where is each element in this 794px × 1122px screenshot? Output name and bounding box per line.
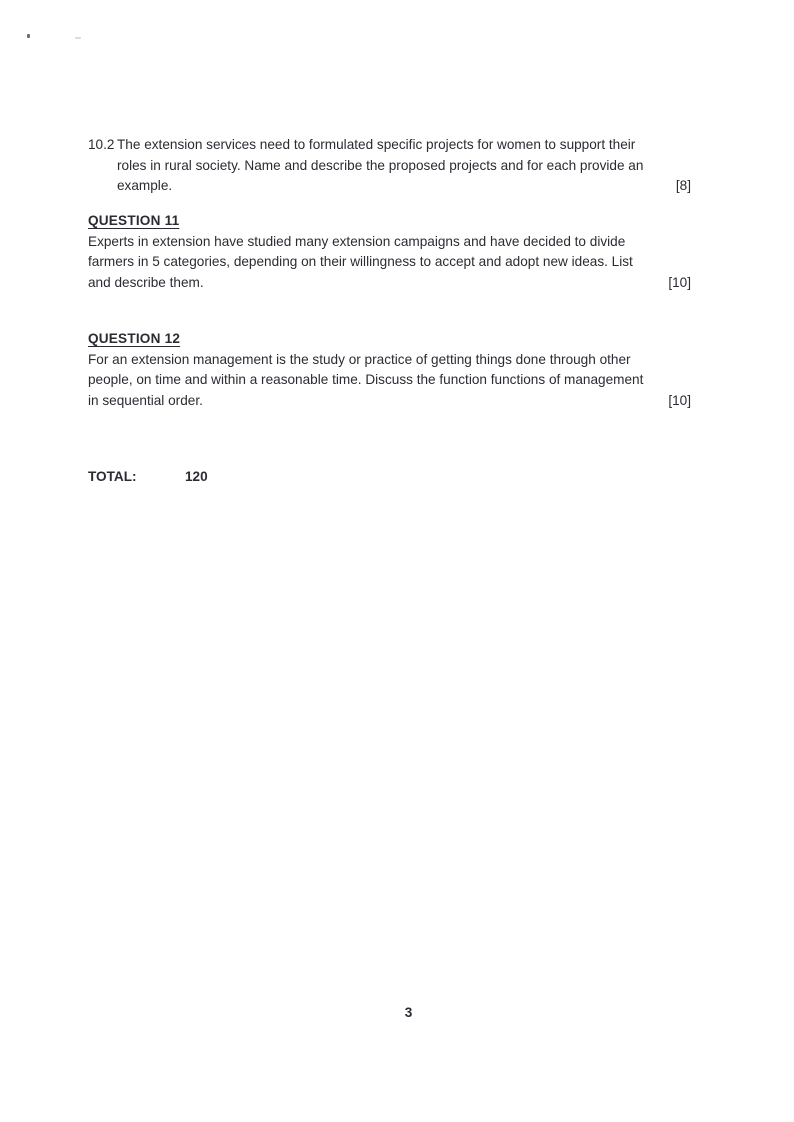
total-value: 120 bbox=[185, 469, 208, 484]
question-10-2-text-line: The extension services need to formulated specific projects for women to support their bbox=[117, 137, 636, 152]
question-10-2-item bbox=[88, 135, 729, 197]
question-11-heading: QUESTION 11 bbox=[88, 213, 180, 228]
question-10-2-text-line: example. bbox=[117, 178, 173, 194]
question-10-2-number: 10.2 bbox=[88, 137, 115, 152]
scan-speck bbox=[75, 37, 81, 39]
marks-allocation: [10] bbox=[668, 275, 691, 291]
page-number: 3 bbox=[404, 1005, 413, 1020]
question-11-text-line: and describe them. bbox=[88, 275, 204, 291]
question-12-heading: QUESTION 12 bbox=[88, 331, 181, 346]
question-11-text-line: Experts in extension have studied many extension campaigns and have decided to divide bbox=[88, 233, 626, 249]
marks-allocation: [8] bbox=[675, 178, 691, 194]
question-12-text-line: people, on time and within a reasonable time. Discuss the function functions of management bbox=[88, 372, 644, 388]
question-12-text-line: in sequential order. bbox=[88, 393, 203, 409]
scan-speck bbox=[27, 34, 30, 38]
question-12-text-line: For an extension management is the study or practice of getting things done through other bbox=[88, 351, 631, 367]
question-11-text-line: farmers in 5 categories, depending on their willingness to accept and adopt new ideas. List bbox=[88, 254, 633, 270]
question-12-section bbox=[88, 329, 729, 412]
marks-allocation: [10] bbox=[668, 393, 691, 409]
total-label: TOTAL: bbox=[88, 469, 137, 484]
total-row bbox=[88, 467, 208, 488]
question-10-2-text-line: roles in rural society. Name and describe the proposed projects and for each provide an bbox=[117, 157, 644, 173]
question-11-section bbox=[88, 211, 729, 294]
